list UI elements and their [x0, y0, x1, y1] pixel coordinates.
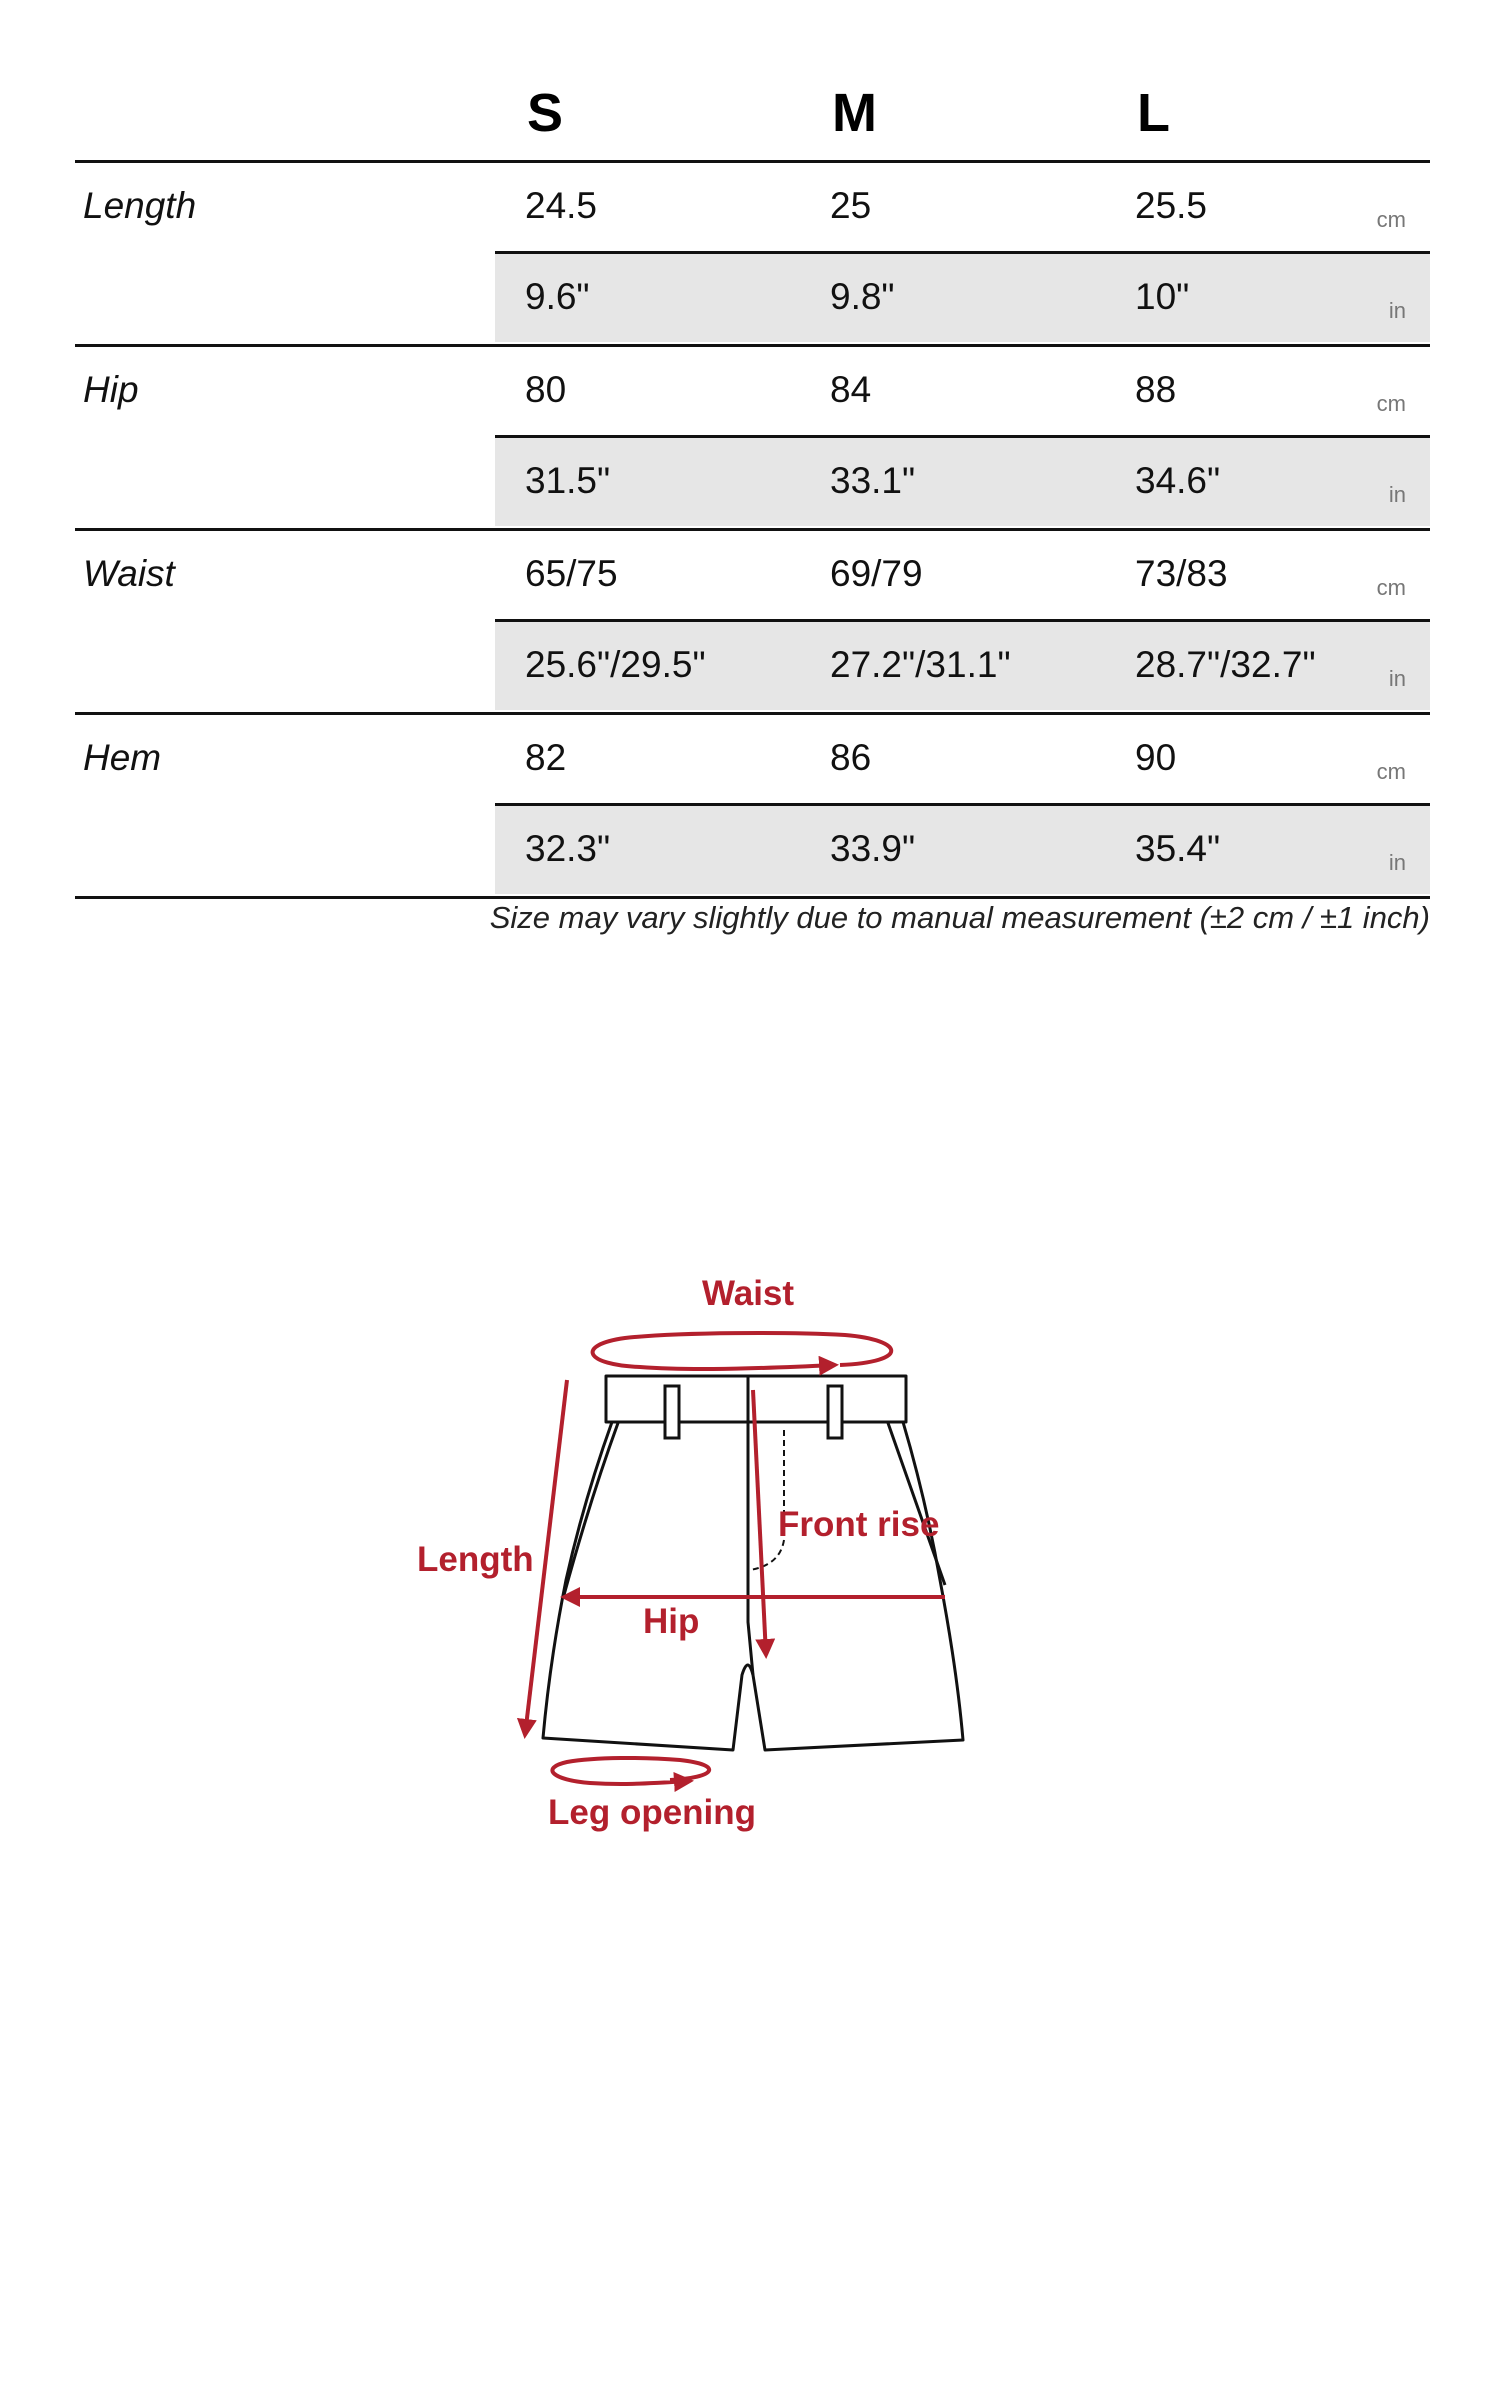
cm-row: [495, 163, 1430, 254]
size-header-l: L: [1137, 83, 1170, 143]
value-l-in: 28.7"/32.7": [1135, 644, 1316, 685]
value-s-cm: 80: [525, 369, 567, 410]
value-m-in: 27.2"/31.1": [830, 644, 1011, 685]
value-m-in: 33.9": [830, 828, 916, 869]
unit-in-label: in: [1388, 850, 1406, 875]
value-m-cm: 25: [830, 185, 872, 226]
value-l-in: 34.6": [1135, 460, 1221, 501]
front-rise-label: Front rise: [778, 1505, 940, 1544]
value-l-in: 10": [1135, 276, 1190, 317]
shorts-body: [543, 1422, 963, 1750]
value-l-cm: 90: [1135, 737, 1177, 778]
hip-label: Hip: [643, 1602, 700, 1641]
value-s-in: 9.6": [525, 276, 590, 317]
unit-cm-label: cm: [1376, 207, 1406, 232]
value-s-in: 32.3": [525, 828, 611, 869]
waist-label: Waist: [702, 1274, 795, 1313]
size-header-m: M: [832, 83, 877, 143]
shorts-outline: [543, 1376, 963, 1750]
belt-loop-left: [665, 1386, 679, 1438]
value-l-cm: 88: [1135, 369, 1177, 410]
value-s-cm: 24.5: [525, 185, 598, 226]
belt-loop-right: [828, 1386, 842, 1438]
unit-cm-label: cm: [1376, 575, 1406, 600]
cm-row: [495, 347, 1430, 438]
unit-cm-label: cm: [1376, 759, 1406, 784]
value-m-cm: 84: [830, 369, 872, 410]
measurement-disclaimer: Size may vary slightly due to manual measurement (±2 cm / ±1 inch): [489, 900, 1430, 935]
measurement-group-length: [75, 163, 1430, 347]
measurement-group-hem: [75, 715, 1430, 899]
measurement-group-hip: [75, 347, 1430, 531]
value-l-cm: 25.5: [1135, 185, 1208, 226]
in-row: [495, 622, 1430, 710]
size-chart-table: [75, 60, 1430, 899]
unit-in-label: in: [1388, 666, 1406, 691]
measurement-name: Waist: [83, 553, 175, 594]
leg-opening-arrow: [552, 1758, 709, 1784]
unit-in-label: in: [1388, 482, 1406, 507]
value-m-cm: 69/79: [830, 553, 923, 594]
size-header-row: [75, 60, 1430, 163]
leg-opening-label: Leg opening: [548, 1793, 757, 1832]
value-s-in: 31.5": [525, 460, 611, 501]
unit-in-label: in: [1388, 298, 1406, 323]
unit-cm-label: cm: [1376, 391, 1406, 416]
value-l-cm: 73/83: [1135, 553, 1228, 594]
value-s-in: 25.6"/29.5": [525, 644, 706, 685]
cm-row: [495, 715, 1430, 806]
waist-arrow: [593, 1333, 892, 1369]
cm-row: [495, 531, 1430, 622]
value-l-in: 35.4": [1135, 828, 1221, 869]
measurement-name: Hem: [83, 737, 162, 778]
value-m-in: 33.1": [830, 460, 916, 501]
value-s-cm: 82: [525, 737, 567, 778]
in-row: [495, 438, 1430, 526]
size-header-s: S: [527, 83, 564, 143]
measurement-name: Length: [83, 185, 197, 226]
measurement-name: Hip: [83, 369, 139, 410]
in-row: [495, 806, 1430, 894]
measurement-group-waist: [75, 531, 1430, 715]
value-s-cm: 65/75: [525, 553, 618, 594]
length-label: Length: [417, 1540, 534, 1579]
in-row: [495, 254, 1430, 342]
value-m-in: 9.8": [830, 276, 895, 317]
value-m-cm: 86: [830, 737, 872, 778]
shorts-measurement-diagram: [380, 1240, 1000, 1860]
